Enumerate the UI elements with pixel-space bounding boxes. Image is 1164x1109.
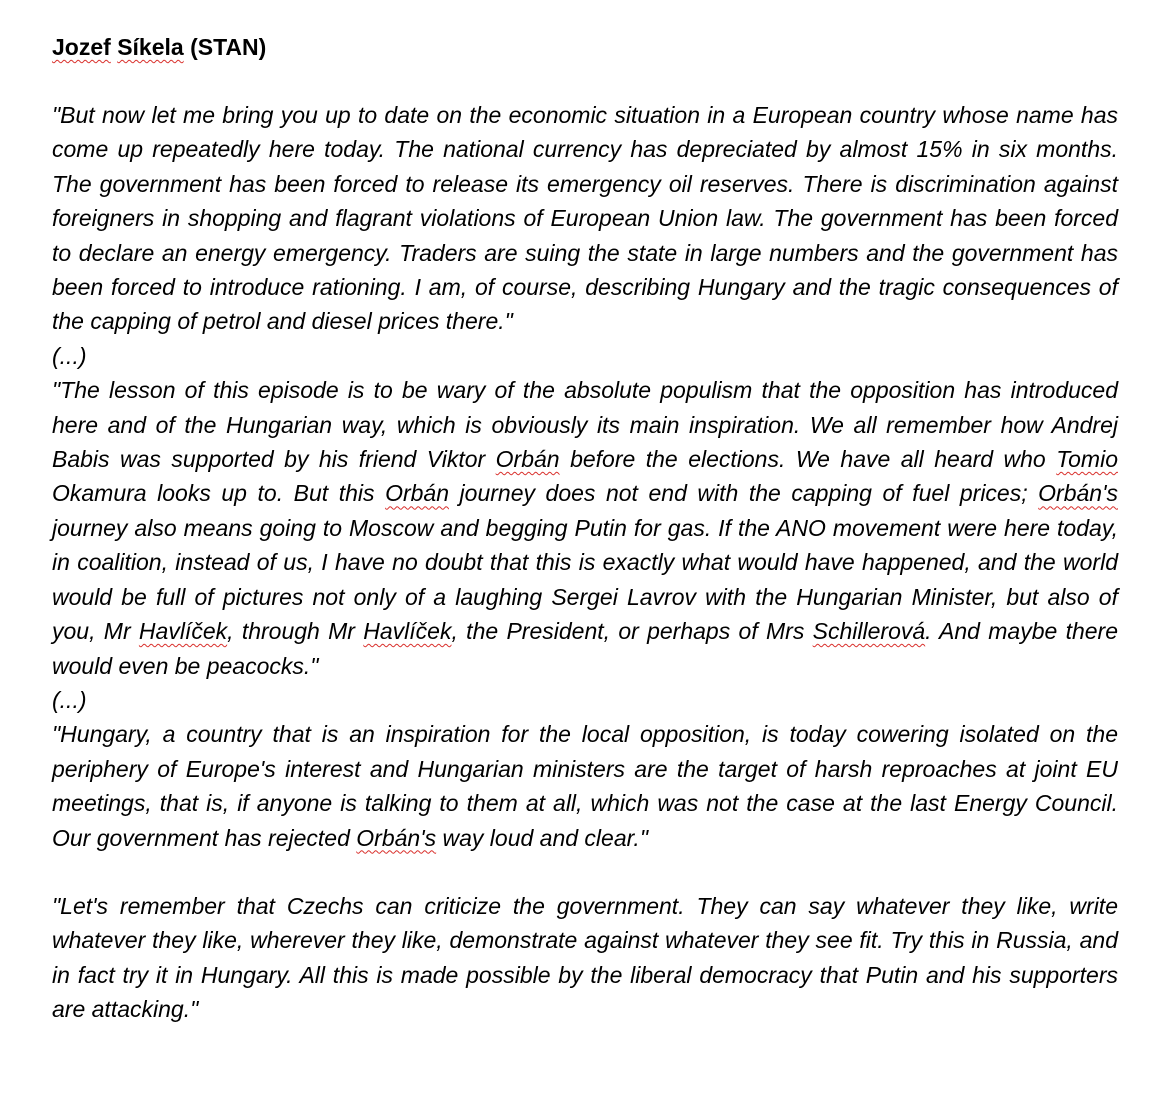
text-run: , the President, or perhaps of Mrs (451, 618, 813, 645)
text-run: Okamura looks up to. But this (52, 480, 386, 507)
ellipsis-marker-1: (...) (52, 342, 87, 369)
quote-paragraph-4: "Let's remember that Czechs can criticize the government. They can say whatever they like, write whatever they like, wherever they like, demonstrate against whatever they see fit. Try this in Russia, and in fact try it in Hungary. All this is made possible by the liberal democracy that Putin and his supporters are attacking." (52, 892, 1118, 1023)
text-run: journey does not end with the capping of fuel prices; (449, 480, 1039, 507)
text-run: before the elections. We have all heard who (559, 446, 1057, 473)
text-run: way loud and clear." (436, 824, 648, 851)
misspelled-word: Tomio (1056, 446, 1118, 473)
text-run: , through Mr (227, 618, 364, 645)
misspelled-word: Orbán (385, 480, 449, 507)
speaker-heading (52, 30, 1118, 64)
misspelled-word: Schillerová (812, 618, 926, 645)
blank-line (52, 64, 1118, 98)
speaker-last-name: Síkela (117, 34, 184, 60)
misspelled-word: Orbán's (1038, 480, 1118, 507)
speaker-party: (STAN) (190, 34, 267, 60)
misspelled-word: Orbán's (356, 824, 437, 851)
misspelled-word: Havlíček (138, 618, 228, 645)
ellipsis-marker-2: (...) (52, 686, 87, 713)
document-page (52, 30, 1118, 1027)
misspelled-word: Orbán (495, 446, 560, 473)
text-run: journey also means going to Moscow and begging Putin for gas. If the ANO movement were here today, in coalition, instead of us, I have no doubt that this is exactly what would have happened, and the world would be full of pictures not only of a laughing Sergei Lavrov with the Hungarian Minister, but also of you, Mr (52, 514, 1118, 645)
speaker-first-name: Jozef (52, 34, 111, 60)
quote-paragraph-3 (52, 717, 1118, 855)
misspelled-word: Havlíček (363, 618, 452, 645)
text-run: "The lesson of this episode is to be wary of the absolute populism that the opposition has introduced here and of the Hungarian way, which is obviously its main inspiration. We all remember how Andrej Babis was supported by his friend Viktor (52, 377, 1118, 473)
text-run: "Hungary, a country that is an inspiration for the local opposition, is today cowering isolated on the periphery of Europe's interest and Hungarian ministers are the target of harsh reproaches at joint EU meetings, that is, if anyone is talking to them at all, which was not the case at the last Energy Council. Our government has rejected (52, 721, 1118, 851)
text-run: . And maybe there would even be peacocks." (52, 618, 1119, 679)
blank-line (52, 855, 1118, 889)
quote-paragraph-1: "But now let me bring you up to date on the economic situation in a European country whose name has come up repeatedly here today. The national currency has depreciated by almost 15% in six months. The government has been forced to release its emergency oil reserves. There is discrimination against foreigners in shopping and flagrant violations of European Union law. The government has been forced to declare an energy emergency. Traders are suing the state in large numbers and the government has been forced to introduce rationing. I am, of course, describing Hungary and the tragic consequences of the capping of petrol and diesel prices there." (52, 102, 1118, 335)
quote-paragraph-2 (52, 373, 1118, 683)
